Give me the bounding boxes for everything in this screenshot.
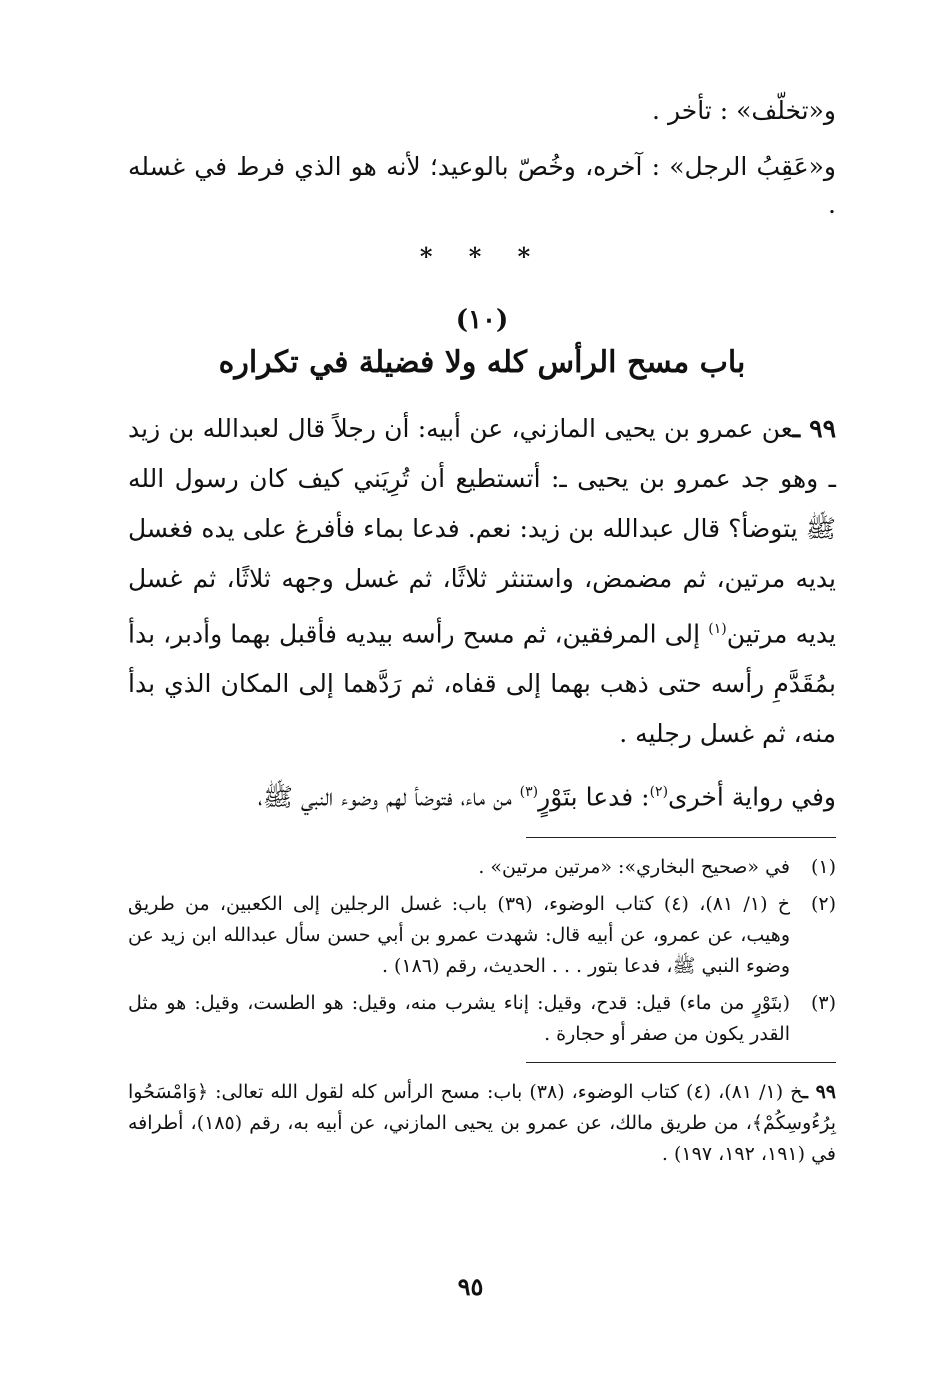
footnote-text: خ (١/ ٨١)، (٤) كتاب الوضوء، (٣٩) باب: غسل الرجلين إلى الكعبين، من طريق وهيب، عن عمرو، عن أبيه قال: شهدت عمرو بن أبي حسن سأل عبدالله ابن زيد عن وضوء النبي ﷺ، فدعا بتور . . . الحديث، رقم (١٨٦) .	[128, 892, 791, 977]
reference-text: خ (١/ ٨١)، (٤) كتاب الوضوء، (٣٨) باب: مسح الرأس كله لقول الله تعالى: ﴿وَامْسَحُوا بِرُءُوسِكُمْ﴾، من طريق مالك، عن عمرو بن يحيى المازني، عن أبيه به، رقم (١٨٥)، أطرافه في (١٩١، ١٩٢، ١٩٧) .	[128, 1080, 836, 1165]
hadith-reference	[128, 1077, 836, 1170]
narration-text: من ماء، فتوضأ لهم وضوء النبي ﷺ،	[257, 782, 520, 812]
footnote-marker: (١)	[708, 621, 727, 637]
narration-text: وفي رواية أخرى	[668, 782, 836, 812]
definition-line: و«تخلّف» : تأخر .	[652, 96, 836, 125]
narration-text: : فدعا بتَوْرٍ	[538, 782, 650, 812]
page-number: ٩٥	[457, 1272, 484, 1301]
footnote-marker: (٢)	[649, 784, 669, 801]
document-page	[128, 92, 836, 1322]
hadith-second-narration	[128, 767, 836, 822]
footnote-number: (٣)	[810, 991, 836, 1014]
chapter-title: باب مسح الرأس كله ولا فضيلة في تكراره	[218, 345, 746, 380]
footnote-divider	[526, 837, 836, 838]
section-separator: * * *	[419, 242, 545, 271]
hadith-paragraph	[128, 404, 836, 759]
reference-number: ٩٩ ـ	[802, 1080, 836, 1103]
footnote	[128, 988, 836, 1050]
footnote-text: (بتَوْرٍ من ماء) قيل: قدح، وقيل: إناء يشرب منه، وقيل: هو الطست، وقيل: هو مثل القدر يكون من صفر أو حجارة .	[128, 991, 790, 1045]
footnote-text: في «صحيح البخاري»: «مرتين مرتين» .	[478, 855, 790, 878]
hadith-text: عن عمرو بن يحيى المازني، عن أبيه: أن رجلاً قال لعبدالله بن زيد ـ وهو جد عمرو بن يحيى ـ: أتستطيع أن تُرِيَني كيف كان رسول الله ﷺ يتوضأ؟ قال عبدالله بن زيد: نعم. فدعا بماء فأفرغ على يده فغسل يديه مرتين، ثم مضمض، واستنثر ثلاثًا، ثم غسل وجهه ثلاثًا، ثم غسل يديه مرتين	[128, 414, 837, 649]
reference-divider	[526, 1062, 836, 1063]
hadith-text: إلى المرفقين، ثم مسح رأسه بيديه فأقبل بهما وأدبر، بدأ بمُقَدَّمِ رأسه حتى ذهب بهما إلى قفاه، ثم رَدَّهما إلى المكان الذي بدأ منه، ثم غسل رجليه .	[128, 619, 836, 749]
footnote-number: (٢)	[810, 892, 836, 915]
footnote	[128, 889, 836, 982]
hadith-number: ٩٩ ـ	[792, 414, 836, 443]
footnote-number: (١)	[810, 855, 836, 878]
chapter-number: (١٠)	[455, 305, 509, 335]
footnote-marker: (٣)	[519, 784, 539, 801]
definition-line: و«عَقِبُ الرجل» : آخره، وخُصّ بالوعيد؛ لأنه هو الذي فرط في غسله .	[128, 152, 836, 219]
footnote	[128, 852, 836, 883]
